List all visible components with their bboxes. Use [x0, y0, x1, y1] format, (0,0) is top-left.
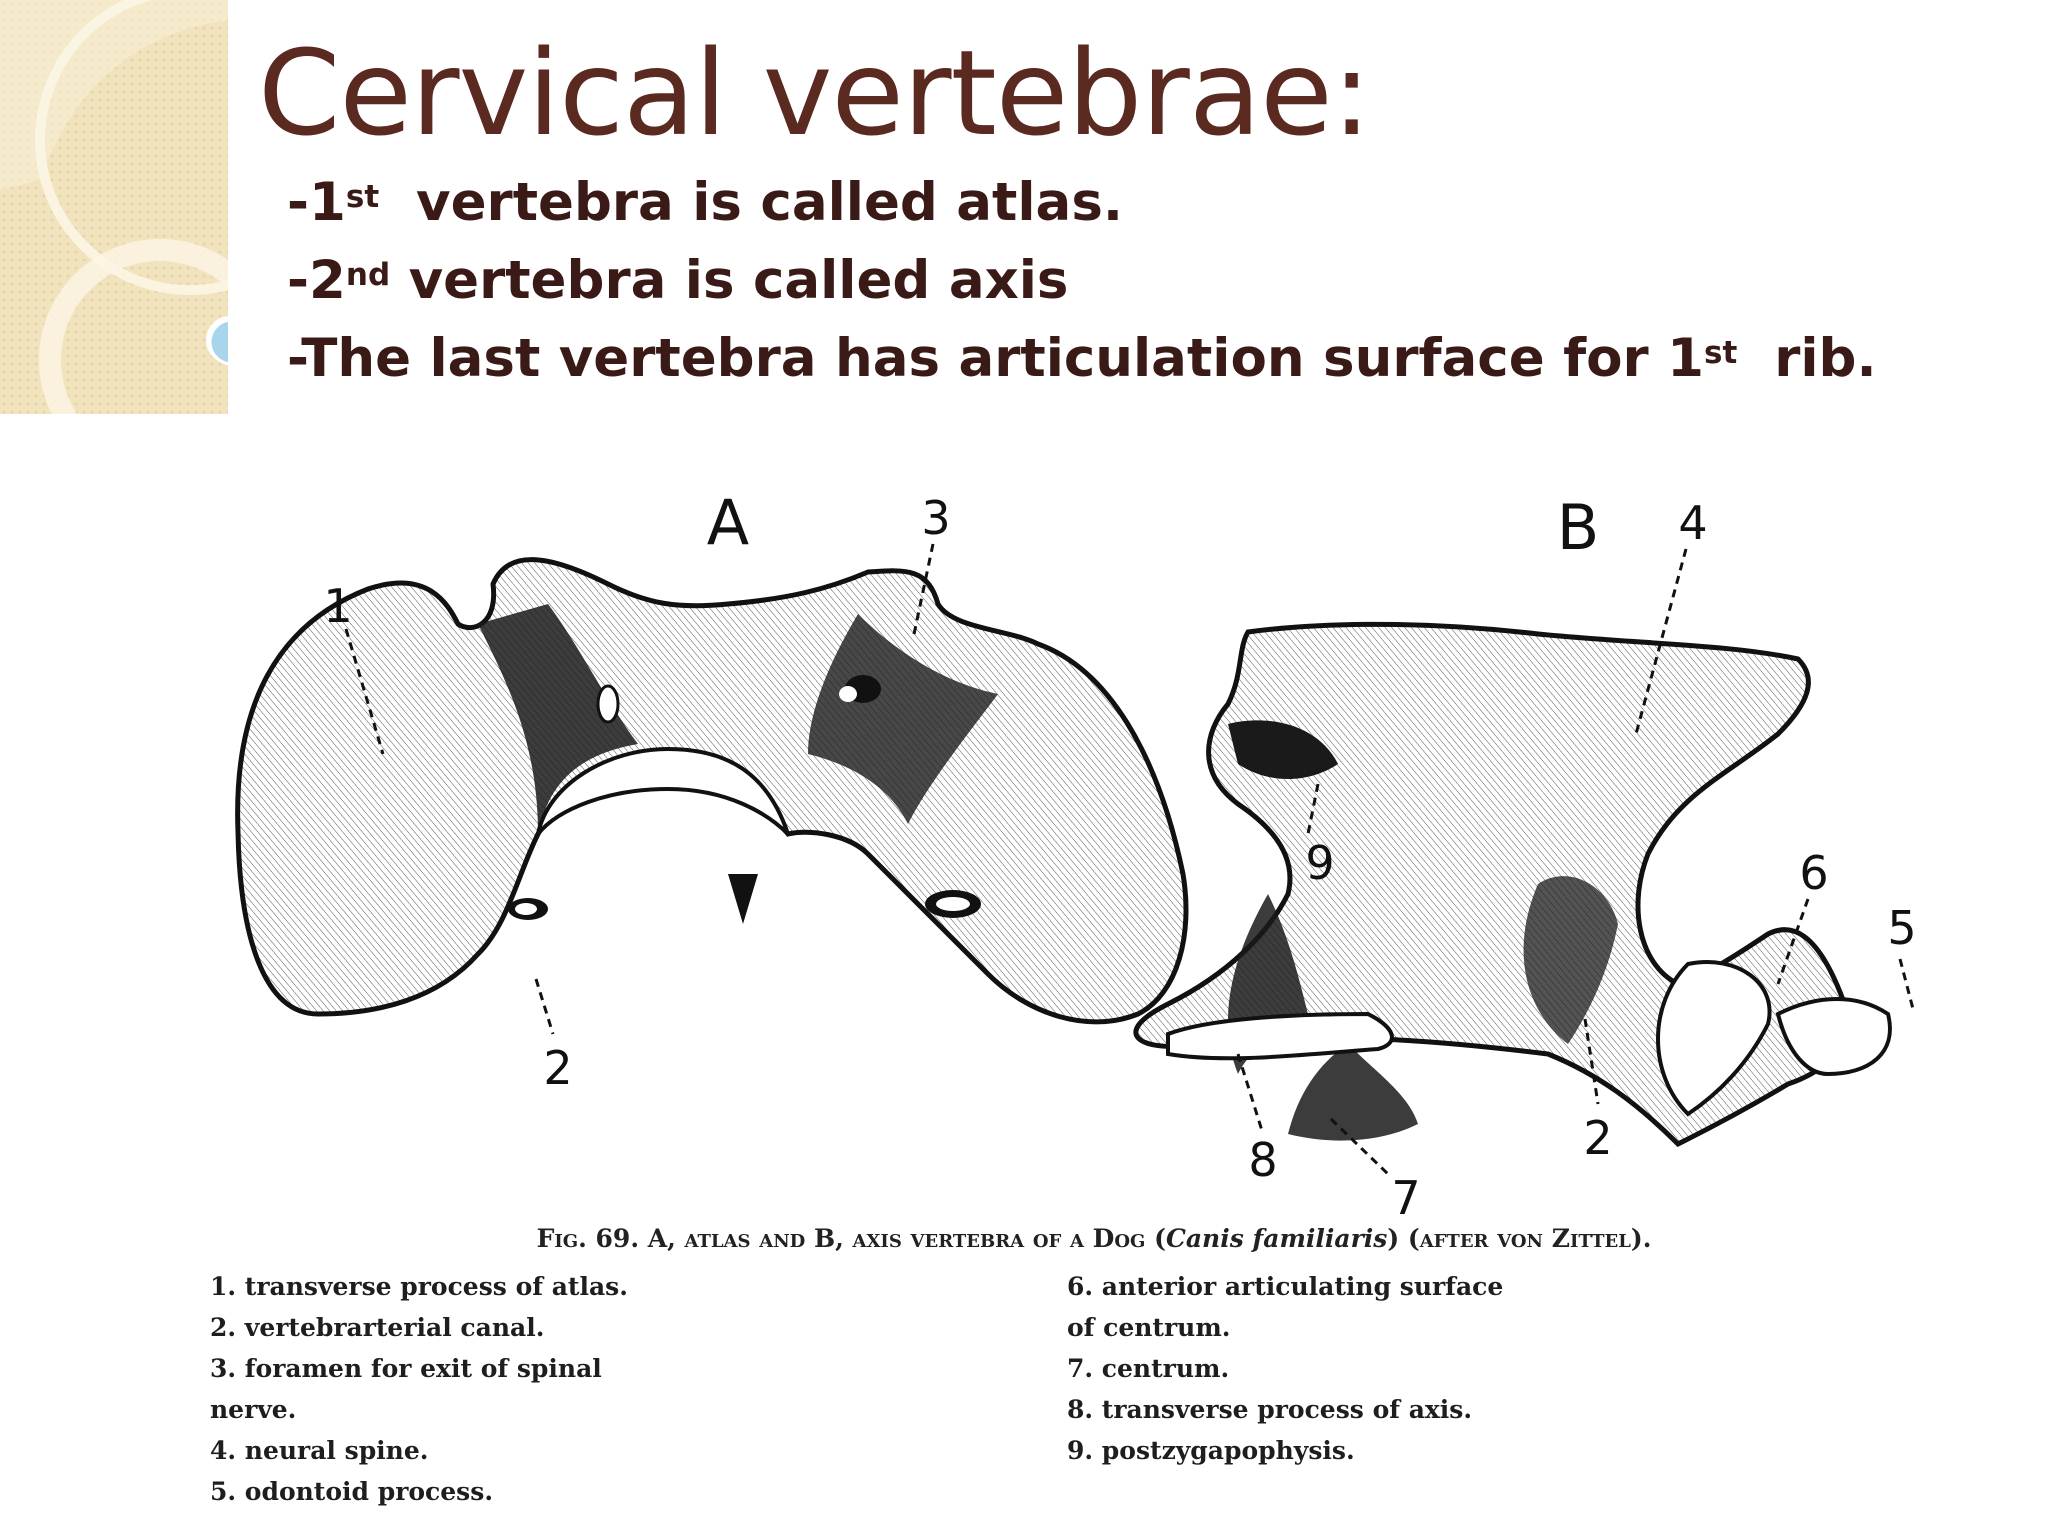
bullet-last-vertebra: -The last vertebra has articulation surface for 1st rib.	[287, 328, 1877, 389]
callout-8: 8	[1248, 1133, 1278, 1187]
bullet-atlas: -1st vertebra is called atlas.	[287, 172, 1123, 233]
callout-1: 1	[323, 579, 353, 633]
callout-5: 5	[1887, 901, 1917, 955]
callout-2-atlas: 2	[543, 1041, 573, 1095]
legend-item: 9. postzygapophysis.	[1067, 1436, 1355, 1465]
legend-right	[1067, 1266, 1503, 1471]
legend-item: 8. transverse process of axis.	[1067, 1395, 1473, 1424]
panel-label-b: B	[1556, 491, 1600, 564]
slide-title: Cervical vertebrae:	[258, 24, 1371, 162]
callout-6: 6	[1799, 846, 1829, 900]
panel-label-a: A	[706, 486, 750, 559]
legend-item: 2. vertebrarterial canal.	[210, 1313, 545, 1342]
legend-left	[210, 1266, 628, 1512]
legend-item: 3. foramen for exit of spinal	[210, 1354, 602, 1383]
callout-2-axis: 2	[1583, 1111, 1613, 1165]
legend-item: 4. neural spine.	[210, 1436, 429, 1465]
legend-item: 1. transverse process of atlas.	[210, 1272, 628, 1301]
vertebra-figure	[208, 454, 1968, 1214]
callout-9: 9	[1305, 836, 1335, 890]
legend-item: 6. anterior articulating surface	[1067, 1272, 1504, 1301]
figure-caption: Fig. 69. A, atlas and B, axis vertebra of a Dog (Canis familiaris) (after von Zittel).	[536, 1224, 1652, 1253]
legend-item: 5. odontoid process.	[210, 1477, 494, 1506]
callout-4: 4	[1678, 496, 1708, 550]
legend-item: of centrum.	[1067, 1313, 1231, 1342]
bullet-axis: -2nd vertebra is called axis	[287, 250, 1069, 311]
decorative-corner-pattern	[0, 0, 228, 414]
callout-3: 3	[921, 491, 951, 545]
callout-7: 7	[1391, 1171, 1421, 1214]
legend-item: nerve.	[210, 1395, 297, 1424]
bullet-list	[287, 164, 1877, 398]
legend-item: 7. centrum.	[1067, 1354, 1230, 1383]
